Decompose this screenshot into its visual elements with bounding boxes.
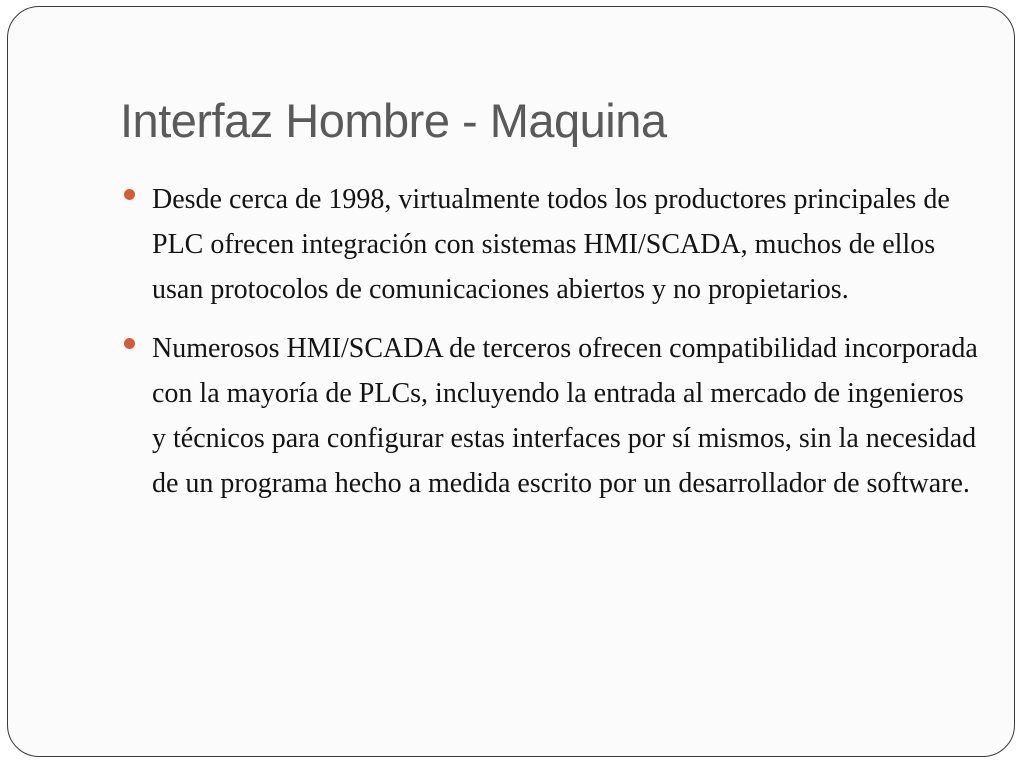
slide-frame bbox=[7, 6, 1015, 757]
bullet-list bbox=[124, 177, 984, 520]
bullet-item bbox=[124, 177, 984, 312]
bullet-text: Numerosos HMI/SCADA de terceros ofrecen compatibilidad incorporada con la mayoría de PLCs, incluyendo la entrada al mercado de ingenieros y técnicos para configurar estas interfaces por sí mismos, sin la necesidad de un programa hecho a medida escrito por un desarrollador de software. bbox=[152, 333, 978, 499]
bullet-item bbox=[124, 326, 984, 506]
bullet-dot-icon bbox=[124, 338, 135, 349]
bullet-dot-icon bbox=[124, 189, 135, 200]
bullet-text: Desde cerca de 1998, virtualmente todos los productores principales de PLC ofrecen integración con sistemas HMI/SCADA, muchos de ellos usan protocolos de comunicaciones abiertos y no propietarios. bbox=[152, 184, 950, 305]
slide-title: Interfaz Hombre - Maquina bbox=[120, 94, 667, 147]
